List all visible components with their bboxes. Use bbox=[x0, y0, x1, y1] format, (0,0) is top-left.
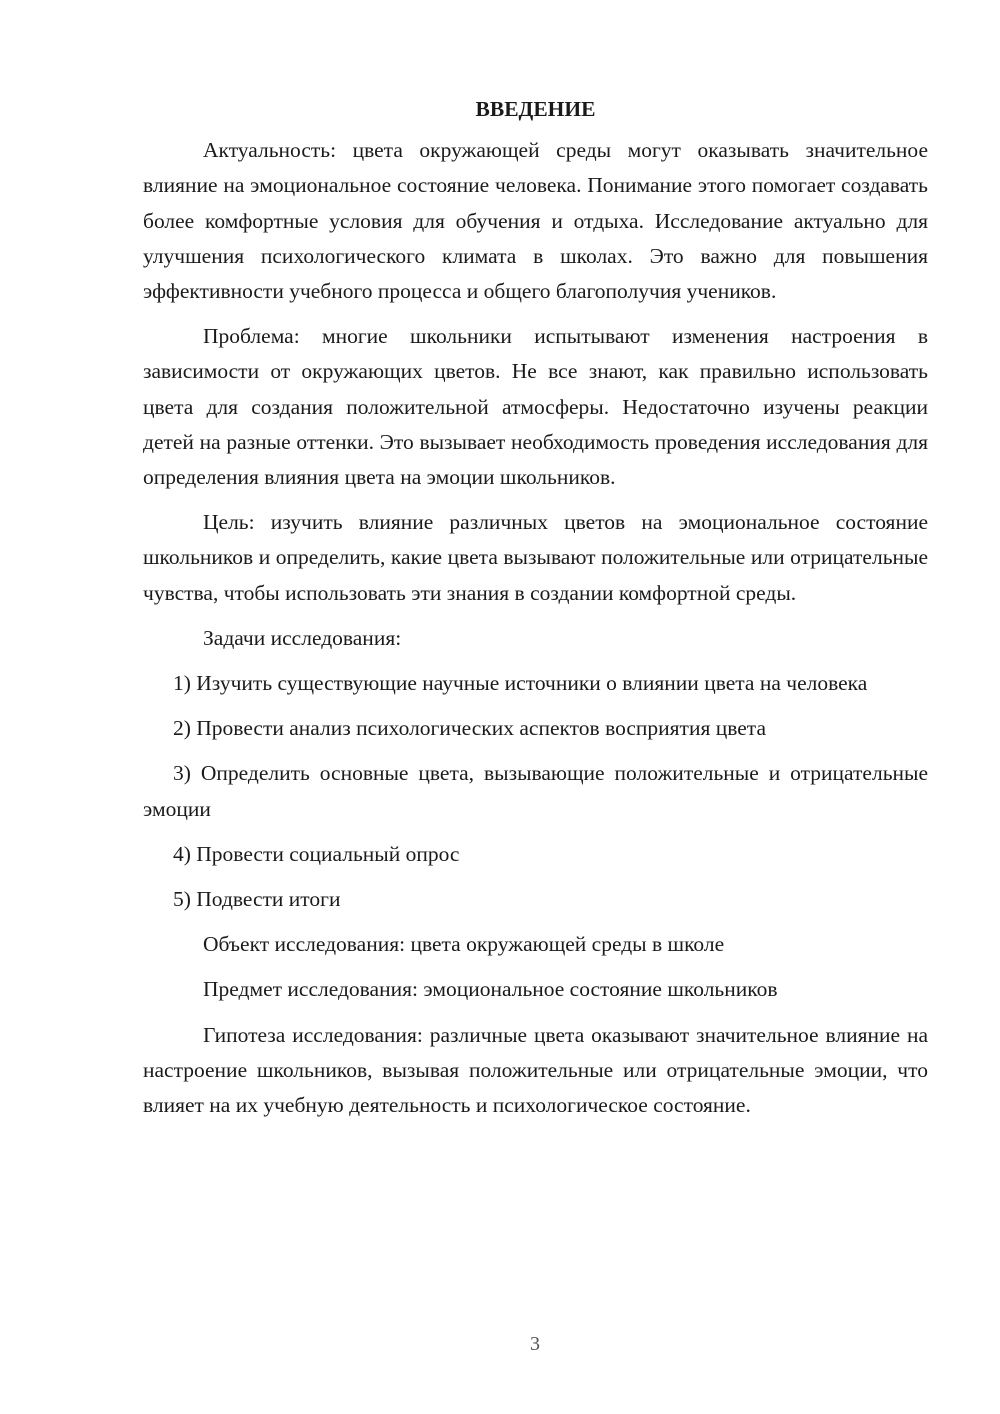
research-hypothesis: Гипотеза исследования: различные цвета оказывают значительное влияние на настроение школьников, вызывая положительные или отрицательные эмоции, что влияет на их учебную деятельность и психологическое состояние. bbox=[143, 1022, 928, 1118]
tasks-heading: Задачи исследования: bbox=[203, 625, 402, 650]
problem-paragraph: Проблема: многие школьники испытывают изменения настроения в зависимости от окружающих цветов. Не все знают, как правильно использовать цвета для создания положительной атмосферы. Недостаточно изучены реакции детей на разные оттенки. Это вызывает необходимость проведения исследования для определения влияния цвета на эмоции школьников. bbox=[143, 324, 928, 490]
page-number: 3 bbox=[530, 1333, 540, 1355]
task-item: 4) Провести социальный опрос bbox=[173, 841, 460, 866]
goal-paragraph: Цель: изучить влияние различных цветов на эмоциональное состояние школьников и определить, какие цвета вызывают положительные или отрицательные чувства, чтобы использовать эти знания в создании комфортной среды. bbox=[143, 510, 928, 605]
task-item: 5) Подвести итоги bbox=[173, 887, 341, 912]
task-item: 3) Определить основные цвета, вызывающие положительные и отрицательные эмоции bbox=[143, 761, 928, 821]
research-object: Объект исследования: цвета окружающей среды в школе bbox=[203, 932, 725, 957]
page-title: ВВЕДЕНИЕ bbox=[475, 97, 596, 121]
relevance-paragraph: Актуальность: цвета окружающей среды могут оказывать значительное влияние на эмоциональное состояние человека. Понимание этого помогает создавать более комфортные условия для обучения и отдыха. Исследование актуально для улучшения психологического климата в школах. Это важно для повышения эффективности учебного процесса и общего благополучия учеников. bbox=[143, 138, 928, 304]
task-item: 1) Изучить существующие научные источники о влиянии цвета на человека bbox=[173, 671, 868, 696]
document-page bbox=[143, 92, 928, 1133]
research-subject: Предмет исследования: эмоциональное состояние школьников bbox=[203, 977, 778, 1002]
task-item: 2) Провести анализ психологических аспектов восприятия цвета bbox=[173, 716, 766, 741]
